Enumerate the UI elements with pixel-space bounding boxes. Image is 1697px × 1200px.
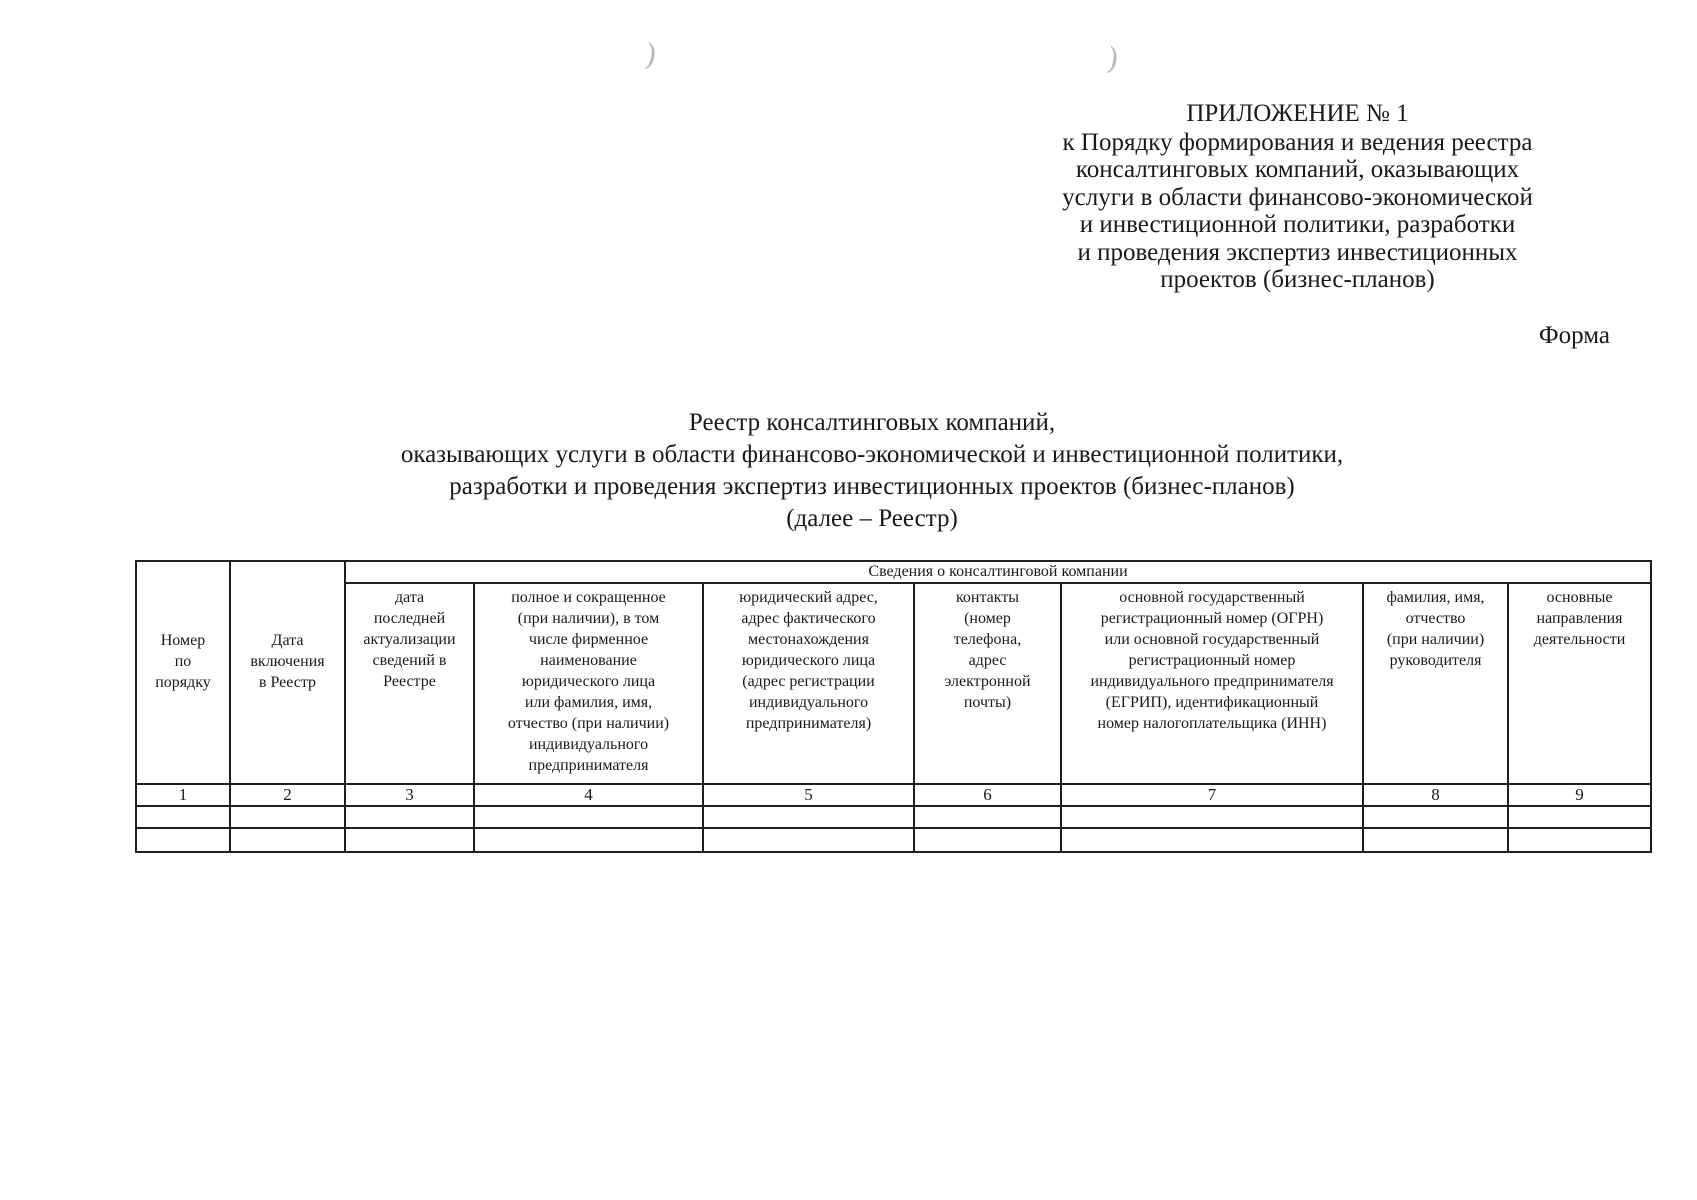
- column-header-head-name: [1363, 583, 1508, 784]
- table-cell: [230, 806, 345, 828]
- table-cell: [136, 806, 230, 828]
- column-header-last-update-date: [345, 583, 474, 784]
- column-header-text: контакты (номер телефона, адрес электронной почты): [944, 589, 1031, 711]
- column-number: 4: [474, 784, 703, 806]
- column-number: 5: [703, 784, 914, 806]
- column-header-address: [703, 583, 914, 784]
- column-number-row: [136, 784, 1651, 806]
- column-header-contacts: [914, 583, 1061, 784]
- table-cell: [230, 828, 345, 852]
- table-row: [136, 828, 1651, 852]
- table-cell: [703, 806, 914, 828]
- annex-line: и проведения экспертиз инвестиционных: [1077, 238, 1518, 266]
- column-number: 9: [1508, 784, 1651, 806]
- column-header-order-number: [136, 561, 230, 784]
- column-header-company-name: [474, 583, 703, 784]
- table-header-row: [136, 561, 1651, 583]
- column-header-text: дата последней актуализации сведений в Реестре: [363, 589, 456, 690]
- column-header-text: юридический адрес, адрес фактического местонахождения юридического лица (адрес регистрации индивидуального предпринимателя): [739, 589, 878, 732]
- table-cell: [1508, 828, 1651, 852]
- registry-title-line: (далее – Реестр): [786, 505, 958, 532]
- scan-mark-left: ): [642, 37, 660, 74]
- column-header-text: фамилия, имя, отчество (при наличии) руководителя: [1386, 589, 1485, 669]
- column-header-activity-areas: [1508, 583, 1651, 784]
- table-cell: [1363, 828, 1508, 852]
- registry-title-line: оказывающих услуги в области финансово-экономической и инвестиционной политики,: [400, 441, 1344, 468]
- group-header-company-info: Сведения о консалтинговой компании: [345, 561, 1651, 583]
- column-header-text: полное и сокращенное (при наличии), в том числе фирменное наименование юридического лица или фамилия, имя, отчество (при наличии) индивидуального предпринимателя: [507, 589, 670, 774]
- table-cell: [1508, 806, 1651, 828]
- annex-line: услуги в области финансово-экономической: [1062, 183, 1533, 211]
- table-row: [136, 806, 1651, 828]
- column-number: 7: [1061, 784, 1363, 806]
- column-header-text: Номер по порядку: [155, 632, 211, 691]
- scan-mark-right: ): [1104, 41, 1122, 78]
- annex-header: [1020, 100, 1575, 294]
- column-number: 1: [136, 784, 230, 806]
- annex-line: консалтинговых компаний, оказывающих: [1075, 156, 1520, 183]
- registry-title-line: разработки и проведения экспертиз инвестиционных проектов (бизнес-планов): [449, 473, 1295, 500]
- table-subheader-row: [136, 583, 1651, 784]
- annex-title: ПРИЛОЖЕНИЕ № 1: [1186, 100, 1409, 127]
- table-cell: [703, 828, 914, 852]
- column-header-text: основной государственный регистрационный номер (ОГРН) или основной государственный регистрационный номер индивидуального предпринимателя (ЕГРИП), идентификационный номер налогоплательщика (ИНН): [1090, 589, 1334, 732]
- annex-line: к Порядку формирования и ведения реестра: [1062, 128, 1533, 156]
- table-cell: [914, 828, 1061, 852]
- table-cell: [1363, 806, 1508, 828]
- column-header-text: Дата включения в Реестр: [250, 632, 325, 691]
- column-header-text: основные направления деятельности: [1533, 589, 1626, 648]
- column-number: 3: [345, 784, 474, 806]
- table-cell: [474, 806, 703, 828]
- column-number: 6: [914, 784, 1061, 806]
- annex-line: проектов (бизнес-планов): [1160, 266, 1435, 293]
- table-cell: [1061, 828, 1363, 852]
- table-cell: [345, 828, 474, 852]
- table-cell: [136, 828, 230, 852]
- form-label: Форма: [1538, 322, 1610, 349]
- table-cell: [1061, 806, 1363, 828]
- column-header-inclusion-date: [230, 561, 345, 784]
- table-cell: [914, 806, 1061, 828]
- registry-title: [140, 407, 1604, 535]
- column-header-registration-numbers: [1061, 583, 1363, 784]
- registry-title-line: Реестр консалтинговых компаний,: [688, 409, 1056, 436]
- column-number: 8: [1363, 784, 1508, 806]
- table-cell: [345, 806, 474, 828]
- annex-line: и инвестиционной политики, разработки: [1079, 211, 1516, 238]
- table-cell: [474, 828, 703, 852]
- registry-table: [135, 560, 1652, 853]
- column-number: 2: [230, 784, 345, 806]
